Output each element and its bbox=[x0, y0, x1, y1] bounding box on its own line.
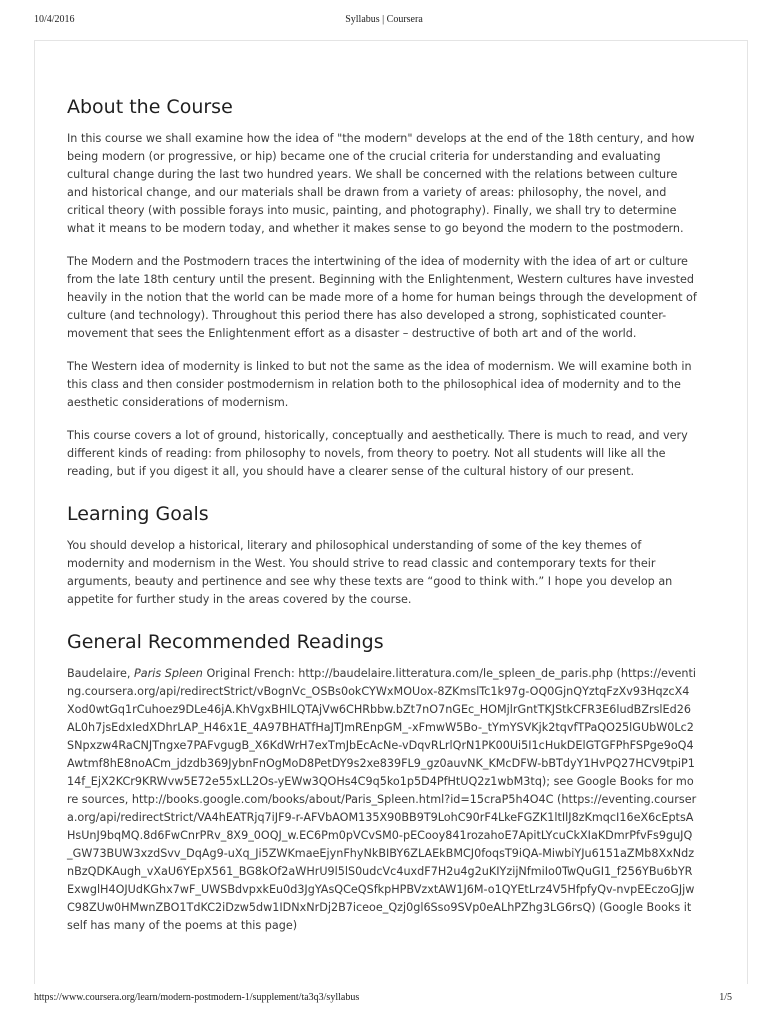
about-section bbox=[67, 94, 697, 481]
goals-heading: Learning Goals bbox=[67, 503, 209, 525]
about-paragraph-3: The Western idea of modernity is linked to but not the same as the idea of modernism. We will examine both in this class and then consider postmodernism in relation both to the philosophical idea of modernity and to the aesthetic considerations of modernism. bbox=[67, 360, 692, 409]
about-heading: About the Course bbox=[67, 96, 233, 118]
print-date: 10/4/2016 bbox=[34, 14, 75, 25]
about-paragraph-1: In this course we shall examine how the idea of "the modern" develops at the end of the 18th century, and how being modern (or progressive, or hip) became one of the crucial criteria for understanding and evaluating cultural change during the last two hundred years. We shall be concerned with the relations between culture and historical change, and our materials shall be drawn from a variety of areas: philosophy, the novel, and critical theory (with possible forays into music, painting, and photography). Finally, we shall try to determine what it means to be modern today, and whether it makes sense to go beyond the modern to the postmodern. bbox=[67, 132, 695, 235]
goals-paragraph: You should develop a historical, literary and philosophical understanding of some of the key themes of modernity and modernism in the West. You should strive to read classic and contemporary texts for their arguments, beauty and pertinence and see why these texts are “good to think with.” I hope you develop an appetite for further study in the areas covered by the course. bbox=[67, 539, 673, 606]
syllabus-content bbox=[67, 94, 697, 950]
readings-links-text[interactable]: Original French: http://baudelaire.litteratura.com/le_spleen_de_paris.php (https://eventing.coursera.org/api/redirectStrict/vBognVc_OSBs0okCYWxMOUox-8ZKmslTc1k97g-OQ0GjnQYztqFzXv93HqzcX4Xod0wtGq1rCuhoez9DLe46jA.KhVgxBHlLQTAjVw6CHRbbw.bZt7nO7nGEc_HOMjlrGntTKJStkCFR3E6ludBZrslEd26AL0h7jsEdxIedXDhrLAP_H46x1E_4A97BHATfHaJTJmREnpGM_-xFmwW5Bo-_tYmYSVKjk2tqvfTPaQO25lGUbW0Lc2SNpxzw4RaCNJTngxe7PAFvgugB_X6KdWrH7exTmJbEcAcNe-vDqvRLrlQrN1PK00Ui5I1cHukDElGTGFPhFSPge9oQ4Awtmf8hE8noACm_jdzdb369JybnFnOgMoD8PetDY9s2xe839FL9_gz0auvNK_KMcDFW-bBTdyY1HvPQ27HCV9tpiP114f_EjX2KCr9KRWvw5E72e55xLL2Os-yEWw3QOHs4C9q5ko1p5D4PfHtUQ2z1wbM3tq); see Google Books for more sources, http://books.google.com/books/about/Paris_Spleen.html?id=15craP5h4O4C (https://eventing.coursera.org/api/redirectStrict/VA4hEATRjq7iJF9-r-AFVbAOM135X90BB9T9LohC90rF4LkeFGZK1ltIlJ8zKmqcI16eX6cEptsAHsUnJ9bqMQ.8d6FwCnrPRv_8X9_0OQJ_w.EC6Pm0pVCvSM0-pECooy841rozahoE7ApitLYcuCkXIaKDmrPfvFs9guJQ_GW73BUW3xzdSvv_DqAg9-uXq_Ji5ZWKmaeEjynFhyNkBIBY6ZLAEkBMCJ0foqsT9iQA-MiwbiYJu6151aZMb8XxNdznBzQDKAugh_vXaU6YEpX561_BG8kOf2aWHrU9l5lS0udcVc4uxdF7H2u4g2uKIYzijNfmiIo0TwQuGI1_f256YBu6bYRExwglH4OJUdKGhx7wF_UWSBdvpxkEu0d3JgYAsQCeQSfkpHPBVzxtAW1J6M-o1QYEtLrz4V5HfpfyQv-nvpEEczoGJjwC98ZUw0HMwnZBO1TdKC2iDzw5dw1IDNxNrDj2B7iceoe_Qzj0gl6Sso9SVp0eALhPZhg3LG6rsQ) (Google Books itself has many of the poems at this page) bbox=[67, 667, 697, 932]
readings-work-title: Paris Spleen bbox=[134, 667, 203, 680]
print-page-number: 1/5 bbox=[719, 992, 732, 1003]
about-paragraph-4: This course covers a lot of ground, historically, conceptually and aesthetically. There is much to read, and very different kinds of reading: from philosophy to novels, from theory to poetry. Not all students will like all the reading, but if you digest it all, you should have a clearer sense of the cultural history of our present. bbox=[67, 429, 688, 478]
print-url: https://www.coursera.org/learn/modern-postmodern-1/supplement/ta3q3/syllabus bbox=[34, 992, 360, 1003]
about-paragraph-2: The Modern and the Postmodern traces the intertwining of the idea of modernity with the idea of art or culture from the late 18th century until the present. Beginning with the Enlightenment, Western cultures have invested heavily in the notion that the world can be made more of a home for human beings through the development of culture (and technology). Throughout this period there has also developed a strong, sophisticated counter-movement that sees the Enlightenment effort as a disaster – destructive of both art and of the world. bbox=[67, 255, 697, 340]
readings-section bbox=[67, 629, 697, 935]
readings-heading: General Recommended Readings bbox=[67, 631, 384, 653]
readings-baudelaire bbox=[67, 665, 697, 935]
goals-section bbox=[67, 501, 697, 609]
readings-author: Baudelaire, bbox=[67, 667, 135, 680]
print-page-title: Syllabus | Coursera bbox=[345, 14, 423, 25]
